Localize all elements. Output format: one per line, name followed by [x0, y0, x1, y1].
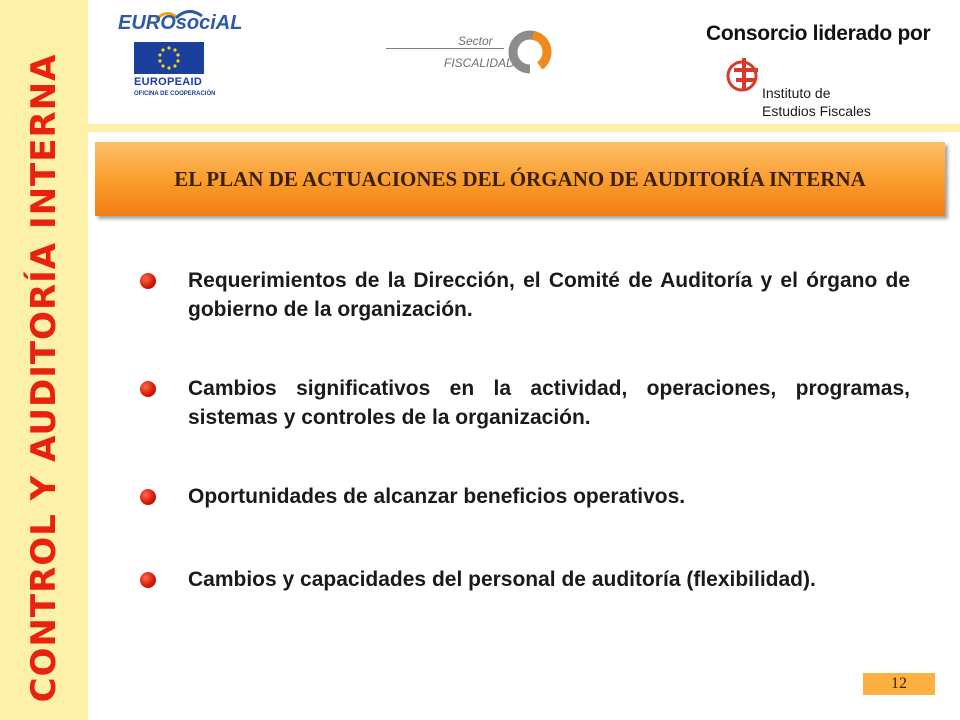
- sidebar: [0, 0, 88, 720]
- fiscalidad-label: FISCALIDAD: [444, 56, 515, 70]
- title-banner: [95, 142, 945, 216]
- sector-line: [386, 48, 504, 49]
- bullet-icon: [140, 381, 156, 397]
- europeaid-wordmark: EUROPEAID: [134, 76, 203, 88]
- list-item-text: Requerimientos de la Dirección, el Comité de Auditoría y el órgano de gobierno de la organización.: [188, 269, 910, 321]
- bullet-icon: [140, 489, 156, 505]
- sector-label: Sector: [458, 34, 493, 48]
- list-item-text: Cambios significativos en la actividad, operaciones, programas, sistemas y controles de la organización.: [188, 377, 910, 429]
- ief-line-2: Estudios Fiscales: [762, 103, 871, 119]
- list-item-text: Cambios y capacidades del personal de auditoría (flexibilidad).: [188, 568, 816, 591]
- list-item: [140, 482, 910, 511]
- eurosocial-wordmark: EUROsociAL: [118, 12, 243, 34]
- list-item: [140, 266, 910, 324]
- ief-logo: [706, 54, 871, 122]
- bullet-icon: [140, 572, 156, 588]
- sector-ring-icon: [506, 28, 554, 76]
- bullet-icon: [140, 273, 156, 289]
- header-divider: [88, 124, 960, 132]
- eurosocial-logo: [108, 6, 243, 106]
- consorcio-heading: Consorcio liderado por: [706, 22, 931, 45]
- eu-flag-icon: [134, 42, 204, 74]
- list-item-text: Oportunidades de alcanzar beneficios operativos.: [188, 485, 686, 508]
- sidebar-label: CONTROL Y AUDITORÍA INTERNA: [24, 53, 64, 703]
- page-title: EL PLAN DE ACTUACIONES DEL ÓRGANO DE AUDITORÍA INTERNA: [174, 166, 866, 191]
- ief-line-1: Instituto de: [762, 85, 831, 101]
- list-item: [140, 565, 910, 594]
- europeaid-subtitle: OFICINA DE COOPERACIÓN: [134, 91, 216, 97]
- bullet-list: [140, 266, 910, 594]
- page-number: 12: [863, 673, 935, 695]
- ief-wordmark: [762, 84, 871, 120]
- list-item: [140, 374, 910, 432]
- sector-fiscalidad-logo: [386, 26, 556, 80]
